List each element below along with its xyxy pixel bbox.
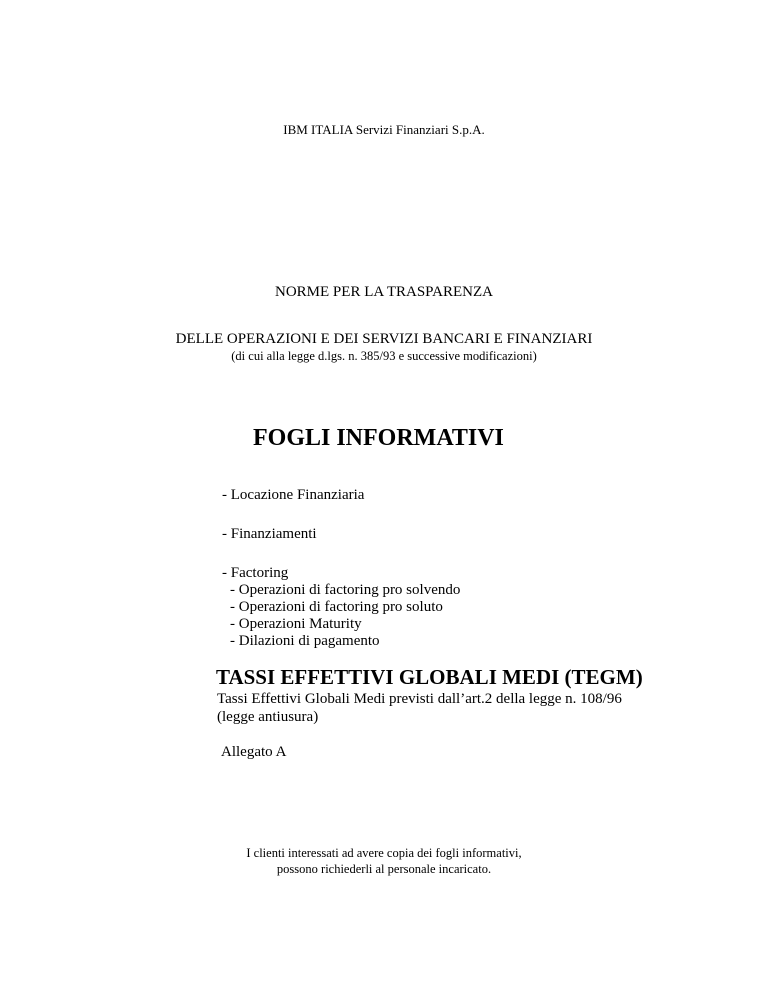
tegm-description-line1: Tassi Effettivi Globali Medi previsti dall’art.2 della legge n. 108/96 <box>217 691 622 707</box>
tegm-description <box>217 690 622 726</box>
list-item-factoring-label: - Factoring <box>222 565 289 581</box>
tegm-description-line2: (legge antiusura) <box>217 709 319 725</box>
footer-note <box>0 845 768 877</box>
legal-reference: (di cui alla legge d.lgs. n. 385/93 e successive modificazioni) <box>231 349 537 363</box>
document-heading: NORME PER LA TRASPARENZA <box>275 284 493 300</box>
list-item-factoring <box>222 565 460 650</box>
list-item-finanziamenti: - Finanziamenti <box>222 526 317 542</box>
sub-item-dilazioni: - Dilazioni di pagamento <box>230 633 380 649</box>
sub-item-maturity: - Operazioni Maturity <box>230 616 362 632</box>
sub-item-pro-soluto: - Operazioni di factoring pro soluto <box>230 599 443 615</box>
tegm-title: TASSI EFFETTIVI GLOBALI MEDI (TEGM) <box>216 665 643 689</box>
footer-note-line2: possono richiederli al personale incaricato. <box>276 862 492 876</box>
company-name: IBM ITALIA Servizi Finanziari S.p.A. <box>283 122 485 137</box>
sub-item-pro-solvendo: - Operazioni di factoring pro solvendo <box>230 582 461 598</box>
allegato-label: Allegato A <box>221 744 287 760</box>
list-item-locazione: - Locazione Finanziaria <box>222 487 365 503</box>
footer-note-line1: I clienti interessati ad avere copia dei fogli informativi, <box>246 846 522 860</box>
fogli-informativi-title: FOGLI INFORMATIVI <box>253 425 504 451</box>
document-subheading: DELLE OPERAZIONI E DEI SERVIZI BANCARI E FINANZIARI <box>175 331 593 347</box>
